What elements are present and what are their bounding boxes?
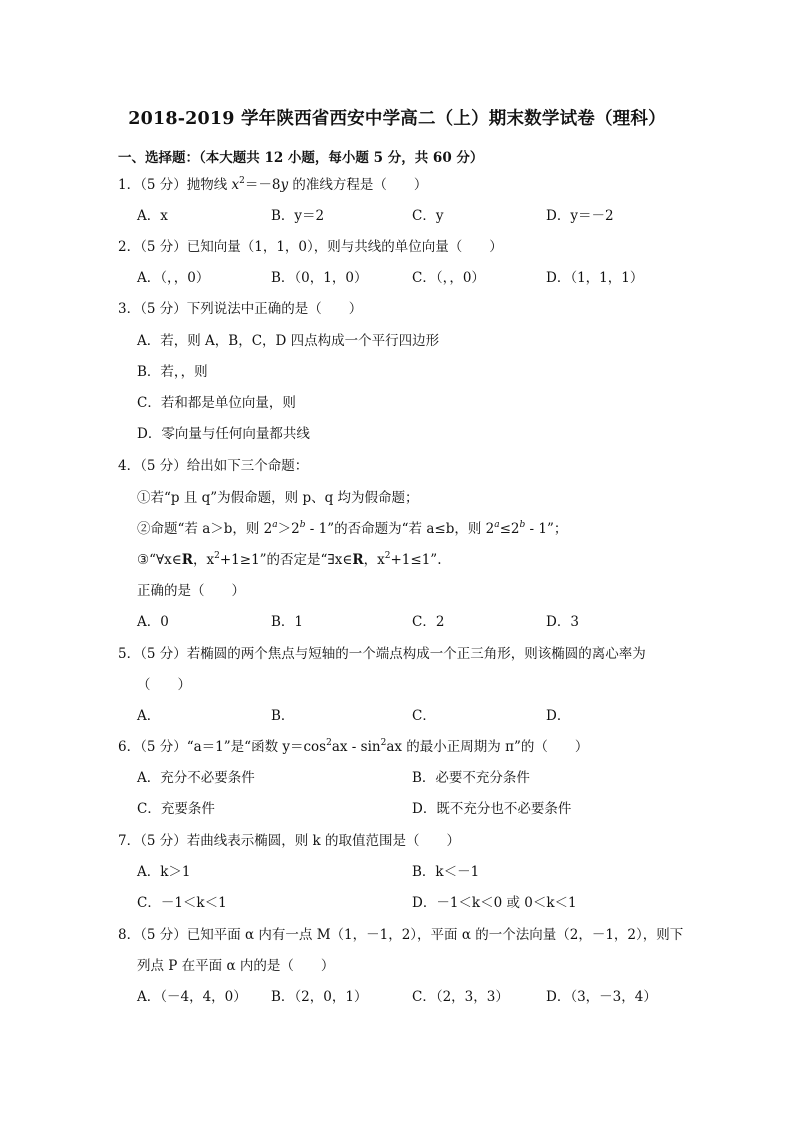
question-5-continuation: （ ） [137,677,191,693]
option-d: D．3 [546,614,579,630]
option-d: D．－1＜k＜0 或 0＜k＜1 [412,895,577,911]
option-c: C．2 [412,614,445,630]
question-6: 6．（5 分）“a＝1”是“函数 $y=\cos^2ax - \sin^2ax$ 的最小正周期为 π”的（ ） [118,738,589,755]
option-c: C．充要条件 [137,801,215,817]
option-d: D．（3，－3，4） [546,989,657,1005]
option-b: B． [271,708,295,724]
question-5: 5．（5 分）若椭圆的两个焦点与短轴的一个端点构成一个正三角形，则该椭圆的离心率为 [118,646,646,662]
question-8-continuation: 列点 P 在平面 α 内的是（ ） [137,958,335,974]
option-c: C． [412,708,436,724]
option-c: C．（2，3，3） [412,989,509,1005]
question-1: 1．（5 分）抛物线 $x^2=-8y$ 的准线方程是（ ） [118,176,428,193]
question-8: 8．（5 分）已知平面 α 内有一点 M（1，－1，2），平面 α 的一个法向量（2，－1，2），则下 [118,927,684,943]
option-b: B．若，，则 [137,364,208,380]
option-c: C．－1＜k＜1 [137,895,227,911]
option-a: A．k＞1 [137,864,191,880]
option-a: A． [137,708,161,724]
option-a: A．（－4，4，0） [137,989,247,1005]
question-3: 3．（5 分）下列说法中正确的是（ ） [118,301,363,317]
option-d: D．既不充分也不必要条件 [412,801,572,817]
question-2: 2．（5 分）已知向量（1，1，0），则与共线的单位向量（ ） [118,239,503,255]
page-title: 2018-2019 学年陕西省西安中学高二（上）期末数学试卷（理科） [128,109,666,129]
option-a: A．若，则 A，B，C，D 四点构成一个平行四边形 [137,333,440,349]
question-number: 4． [118,458,141,474]
option-a: A．x [137,208,168,224]
option-a: A．（，，0） [137,270,210,286]
option-d: D． [546,708,571,724]
question-number: 8． [118,927,141,943]
option-b: B．（0，1，0） [271,270,368,286]
option-b: B．（2，0，1） [271,989,368,1005]
proposition-1: ①若“p 且 q”为假命题，则 p、q 均为假命题； [137,490,419,506]
question-number: 3． [118,301,141,317]
question-number: 6． [118,739,141,755]
option-b: B．k＜－1 [412,864,480,880]
question-number: 5． [118,646,141,662]
proposition-2: ②命题“若 a＞b，则 $2^a>2^b - 1$”的否命题为“若 a≤b，则 $2^a\le 2^b - 1$”； [137,520,568,537]
option-b: B．y＝2 [271,208,325,224]
option-a: A．充分不必要条件 [137,770,255,786]
option-b: B．必要不充分条件 [412,770,530,786]
option-b: B．1 [271,614,304,630]
question-4: 4．（5 分）给出如下三个命题： [118,458,309,474]
answer-prompt: 正确的是（ ） [137,583,245,599]
question-number: 2． [118,239,141,255]
section-heading: 一、选择题：（本大题共 12 小题，每小题 5 分，共 60 分） [118,150,484,166]
question-7: 7．（5 分）若曲线表示椭圆，则 k 的取值范围是（ ） [118,833,460,849]
option-c: C．（，，0） [412,270,485,286]
option-c: C．y [412,208,444,224]
option-d: D．y＝－2 [546,208,614,224]
question-number: 7． [118,833,141,849]
proposition-3: ③“∀x∈R，$x^2+1\ge 1$”的否定是“∃x∈R，$x^2+1\le 1$”. [137,551,442,568]
option-d: D．（1，1，1） [546,270,644,286]
question-number: 1． [118,177,141,193]
option-a: A．0 [137,614,169,630]
option-d: D．零向量与任何向量都共线 [137,426,310,442]
option-c: C．若和都是单位向量，则 [137,395,296,411]
